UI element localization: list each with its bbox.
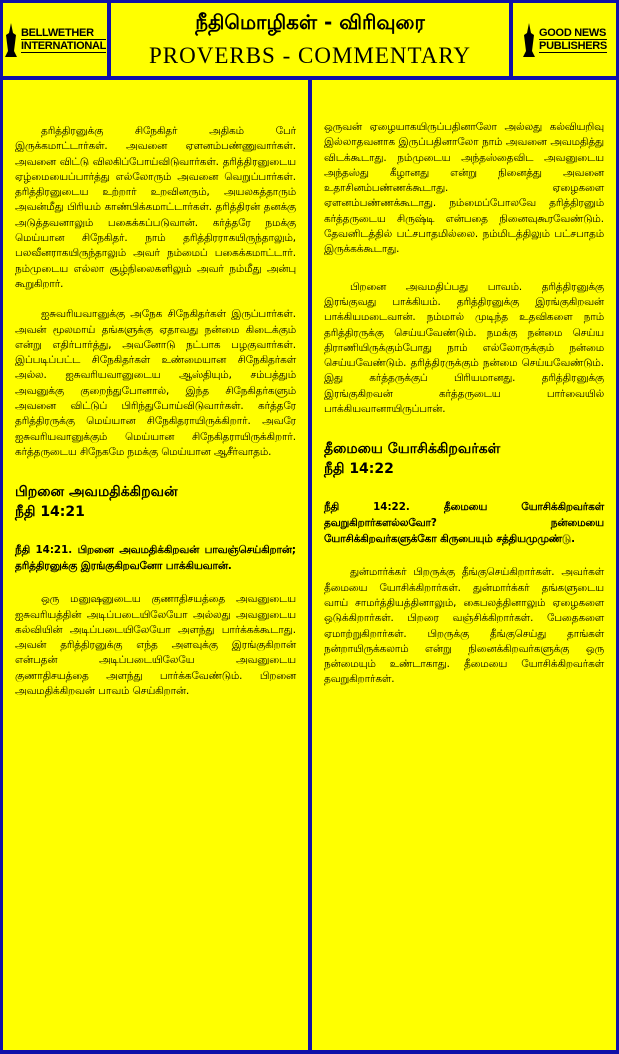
verse-14-22: நீதி 14:22. தீமையை யோசிக்கிறவர்கள் தவறுகிறார்களல்லவோ? நன்மையை யோசிக்கிறவர்களுக்கோ கிருபையும் சத்தியமுமுண்டு. xyxy=(324,501,604,546)
left-column xyxy=(3,80,308,1050)
right-column xyxy=(312,80,616,1050)
good-news-icon xyxy=(522,21,536,59)
title-tamil: நீதிமொழிகள் - விரிவுரை xyxy=(195,10,425,34)
left-paragraph-2: ஐசுவரியவானுக்கு அநேக சிநேகிதர்கள் இருப்பார்கள். அவன் மூலமாய் தங்களுக்கு ஏதாவது நன்மை கிடைக்கும் என்று எதிர்பார்த்து, அவனோடு நட்பாக பழகுவார்கள். இப்படிப்பட்ட சிநேகிதர்கள் உண்மையான சிநேகிதர்கள் அல்ல. ஐசுவரியவானுடைய ஆஸ்தியும், சம்பத்தும் அவனுக்கு குறைந்துபோனால், இந்த சிநேகிதர்களும் அவனை விட்டுப் பிரிந்துபோய்விடுவார்கள். கர்த்தரே தரித்திரருக்கு மெய்யான சிநேகிதராயிருக்கிறார். அவரே ஐசுவரியவானுக்கும் மெய்யான சிநேகிதராயிருக்கிறார். கர்த்தருடைய சிநேகமே நமக்கு மெய்யான ஆசீர்வாதம். xyxy=(15,308,296,458)
right-paragraph-2: பிறனை அவமதிப்பது பாவம். தரித்திரனுக்கு இரங்குவது பாக்கியம். தரித்திரனுக்கு இரங்குகிறவன் பாக்கியமடைவான். நம்மால் முடிந்த உதவிகளை நாம் தரித்திரருக்கு செய்யவேண்டும். நமக்கு நன்மை செய்ய திராணியிருக்கும்போது நாம் எல்லோருக்கும் நன்மை செய்யவேண்டும். தரித்திரருக்கும் நன்மை செய்யவேண்டும். இது கர்த்தருக்குப் பிரியமானது. தரித்திரனுக்கு இரங்குகிறவன் கர்த்தருடைய பார்வையில் பாக்கியவானாயிருப்பான். xyxy=(324,280,604,416)
publisher-logo-right xyxy=(513,3,616,76)
heading-reference: நீதி 14:22 xyxy=(324,461,394,478)
logo-left-line1: BELLWETHER xyxy=(21,27,106,40)
right-paragraph-3: துன்மார்க்கர் பிறருக்கு தீங்குசெய்கிறார்கள். அவர்கள் தீமையை யோசிக்கிறார்கள். துன்மார்க்கர் தங்களுடைய வாய் சாமர்த்தியத்தினாலும், கைபலத்தினாலும் ஏழைகளை ஒடுக்கிறார்கள். பிறரை வஞ்சிக்கிறார்கள். பேதைகளை ஏமாற்றுகிறார்கள். பிறருக்கு தீங்குசெய்து தாங்கள் நன்றாயிருக்கலாம் என்று நினைக்கிறவர்களுக்கு ஒரு நன்மையும் உண்டாகாது. தீமையை யோசிக்கிறவர்கள் தவறுகிறார்கள். xyxy=(324,566,604,686)
verse-14-21: நீதி 14:21. பிறனை அவமதிக்கிறவன் பாவஞ்செய்கிறான்; தரித்திரனுக்கு இரங்குகிறவனோ பாக்கியவான். xyxy=(15,544,296,573)
right-paragraph-1: ஒருவன் ஏழையாகயிருப்பதினாலோ அல்லது கல்வியறிவு இல்லாதவனாக இருப்பதினாலோ நாம் அவனை அவமதித்து விடக்கூடாது. நம்முடைய அந்தஸ்தைவிட அவனுடைய அந்தஸ்து கீழானது என்று நினைத்து அவனை உதாசினம்பண்ணக்கூடாது. ஏழைகளை ஏளனம்பண்ணக்கூடாது. நம்மைப்போலவே தரித்திரனும் கர்த்தருடைய சிருஷ்டி என்பதை நினைவுகூரவேண்டும். தேவனிடத்தில் பட்சபாதமில்லை. நம்மிடத்திலும் பட்சபாதம் இருக்கக்கூடாது. xyxy=(324,121,604,256)
logo-left-line2: INTERNATIONAL xyxy=(20,39,107,52)
left-paragraph-1: தரித்திரனுக்கு சிநேகிதர் அதிகம் பேர் இருக்கமாட்டார்கள். அவனை ஏளனம்பண்ணுவார்கள். அவனை விட்டு விலகிப்போய்விடுவார்கள். தரித்திரனுடைய ஏழ்மையைப்பார்த்து எல்லோரும் அவனை வெறுப்பார்கள். தரித்திரனுடைய உற்றார் உறவினரும், அயலகத்தாரும் அவன்மீது பிரியம் காண்பிக்கமாட்டார்கள். தரித்திரன் தனக்கு அடுத்தவனாலும் பகைக்கப்படுவான். கர்த்தரே நமக்கு மெய்யான சிநேகிதர். நாம் தரித்திரராகயிருந்தாலும், பலவீனராகயிருந்தாலும் அவர் நம்மைப் பகைக்கமாட்டார். நம்முடைய எல்லா சூழ்நிலைகளிலும் அவர் நம்மீது அன்பு கூறுகிறார். xyxy=(15,125,296,290)
title-english: PROVERBS - COMMENTARY xyxy=(148,43,472,68)
left-paragraph-3: ஒரு மனுஷனுடைய குணாதிசயத்தை அவனுடைய ஐசுவரியத்தின் அடிப்படையிலேயோ அல்லது அவனுடைய கல்வியின் அடிப்படையிலேயோ அளந்து பார்க்கக்கூடாது. அவன் தரித்திரனுக்கு எந்த அளவுக்கு இரங்குகிறான் என்பதன் அடிப்படையிலேயே அவனுடைய குணாதிசயத்தை அளந்து பார்க்கவேண்டும். பிறனை அவமதிக்கிறவன் பாவம் செய்கிறான். xyxy=(15,593,296,698)
publisher-logo-left xyxy=(3,3,107,76)
logo-right-line1: GOOD NEWS xyxy=(539,26,607,39)
page-header xyxy=(111,3,509,76)
section-heading-14-22 xyxy=(324,439,604,479)
bellwether-icon xyxy=(4,21,18,59)
heading-title: பிறனை அவமதிக்கிறவன் xyxy=(15,484,178,501)
heading-reference: நீதி 14:21 xyxy=(15,504,85,521)
logo-right-line2: PUBLISHERS xyxy=(539,39,607,52)
heading-title: தீமையை யோசிக்கிறவர்கள் xyxy=(324,441,501,458)
section-heading-14-21 xyxy=(15,482,296,522)
